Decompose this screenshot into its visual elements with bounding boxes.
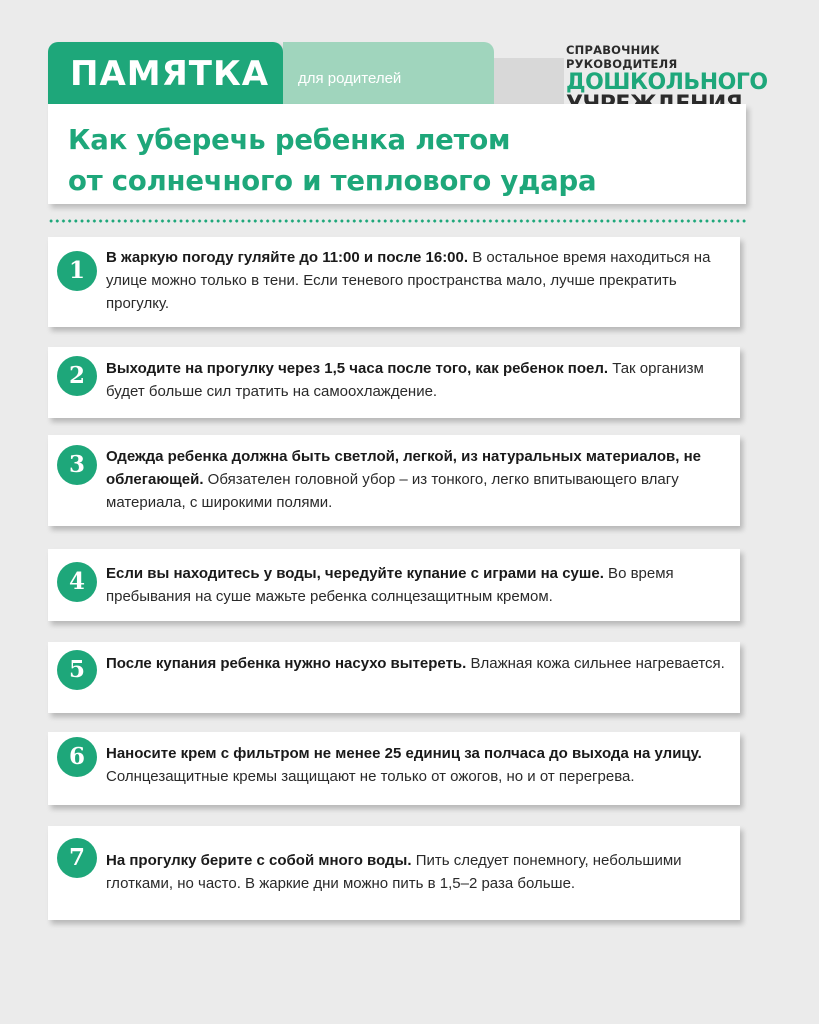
memo-tab-label: ПАМЯТКА: [70, 54, 270, 94]
item-bold-text: Выходите на прогулку через 1,5 часа после того, как ребенок поел.: [106, 360, 609, 377]
title-line-1: Как уберечь ребенка летом: [68, 124, 511, 156]
item-number-badge: 1: [57, 251, 97, 291]
list-item: [48, 237, 740, 327]
item-number-badge: 5: [57, 650, 97, 690]
item-bold-text: Наносите крем с фильтром не менее 25 единиц за полчаса до выхода на улицу.: [106, 745, 702, 762]
item-bold-text: Одежда ребенка должна быть светлой, легкой, из натуральных материалов, не облегающей.: [106, 448, 701, 488]
item-number-badge: 4: [57, 562, 97, 602]
page-title: [68, 120, 738, 202]
item-number-badge: 2: [57, 356, 97, 396]
list-item: [48, 642, 740, 713]
header-divider: [494, 58, 564, 104]
item-text: [106, 246, 736, 315]
item-text: [106, 357, 736, 403]
item-body-text: Так организм будет больше сил тратить на самоохлаждение.: [106, 360, 704, 400]
item-text: [106, 849, 736, 895]
item-bold-text: В жаркую погоду гуляйте до 11:00 и после 16:00.: [106, 249, 469, 266]
list-item: [48, 732, 740, 805]
title-card: [48, 104, 746, 204]
item-body-text: Солнцезащитные кремы защищают не только от ожогов, но и от перегрева.: [106, 768, 635, 785]
item-body-text: Влажная кожа сильнее нагревается.: [466, 655, 725, 672]
item-text: [106, 562, 736, 608]
item-text: [106, 742, 736, 788]
item-number-badge: 3: [57, 445, 97, 485]
list-item: [48, 549, 740, 621]
logo-line-2: ДОШКОЛЬНОГО: [566, 70, 768, 95]
item-number-badge: 7: [57, 838, 97, 878]
item-number-badge: 6: [57, 737, 97, 777]
list-item: [48, 826, 740, 920]
audience-tab: [283, 42, 494, 104]
item-body-text: Во время пребывания на суше мажьте ребенка солнцезащитным кремом.: [106, 565, 674, 605]
item-text: [106, 652, 736, 675]
audience-tab-label: для родителей: [298, 70, 402, 87]
item-bold-text: На прогулку берите с собой много воды.: [106, 852, 412, 869]
item-body-text: В остальное время находиться на улице можно только в тени. Если теневого пространства мало, лучше прекратить прогулку.: [106, 249, 711, 312]
item-text: [106, 445, 736, 514]
list-item: [48, 347, 740, 418]
logo-line-1: СПРАВОЧНИК РУКОВОДИТЕЛЯ: [566, 43, 678, 71]
item-body-text: Обязателен головной убор – из тонкого, легко впитывающего влагу материала, с широкими полями.: [106, 471, 679, 511]
item-body-text: Пить следует понемногу, небольшими глотками, но часто. В жаркие дни можно пить в 1,5–2 раза больше.: [106, 852, 682, 892]
list-item: [48, 435, 740, 526]
memo-tab: [48, 42, 283, 104]
item-bold-text: После купания ребенка нужно насухо вытереть.: [106, 655, 467, 672]
item-bold-text: Если вы находитесь у воды, чередуйте купание с играми на суше.: [106, 565, 604, 582]
title-line-2: от солнечного и теплового удара: [68, 165, 597, 197]
dotted-divider: [48, 219, 746, 223]
